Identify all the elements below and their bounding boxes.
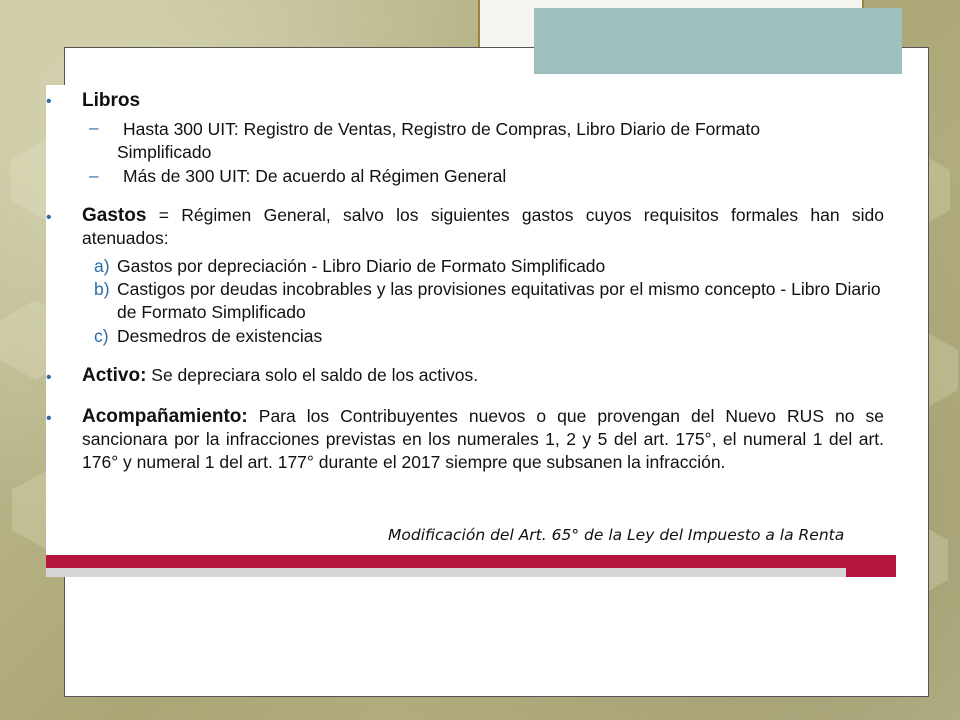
bullet-marker: •	[46, 369, 52, 386]
acompanamiento-text: Para los Contribuyentes nuevos o que provengan del Nuevo RUS no se sancionara por la infracciones previstas en los numerales 1, 2 y 5 del art. 175°, el numeral 1 del art. 176° y numeral 1 del art. 177° durante el 2017 siempre que subsanen la infracción.	[82, 406, 884, 472]
acompanamiento-title: Acompañamiento:	[82, 406, 248, 427]
libros-item-1-line1: Hasta 300 UIT: Registro de Ventas, Registro de Compras, Libro Diario de Formato	[123, 119, 761, 139]
red-corner	[846, 555, 896, 577]
bullet-marker: •	[46, 209, 52, 226]
dash-marker: –	[89, 166, 99, 185]
bullet-marker: •	[46, 410, 52, 427]
gastos-intro: = Régimen General, salvo los siguientes gastos cuyos requisitos formales han sido atenuados:	[82, 205, 884, 248]
list-marker-b: b)	[94, 279, 110, 299]
slide-content	[46, 85, 896, 577]
dash-marker: –	[89, 118, 99, 137]
libros-title: Libros	[82, 90, 141, 111]
gastos-item-c: Desmedros de existencias	[117, 326, 323, 346]
gastos-title: Gastos	[82, 205, 147, 226]
gastos-item-a: Gastos por depreciación - Libro Diario de Formato Simplificado	[117, 256, 606, 276]
title-placeholder	[534, 8, 902, 74]
activo-text: Se depreciara solo el saldo de los activos.	[151, 365, 479, 385]
bullet-marker: •	[46, 93, 52, 110]
libros-item-1-line2: Simplificado	[117, 142, 212, 162]
gastos-paragraph	[82, 204, 884, 250]
libros-item-2: Más de 300 UIT: De acuerdo al Régimen General	[123, 166, 507, 186]
list-marker-c: c)	[94, 326, 109, 346]
footer-band	[46, 555, 896, 577]
activo-title: Activo:	[82, 365, 147, 386]
caption: Modificación del Art. 65° de la Ley del Impuesto a la Renta	[388, 526, 845, 544]
gastos-item-b: Castigos por deudas incobrables y las provisiones equitativas por el mismo concepto - Libro Diario de Formato Simplificado	[117, 279, 881, 322]
list-marker-a: a)	[94, 256, 110, 276]
acompanamiento-paragraph	[82, 405, 884, 474]
activo-paragraph	[82, 364, 884, 387]
gray-bar	[46, 568, 896, 577]
